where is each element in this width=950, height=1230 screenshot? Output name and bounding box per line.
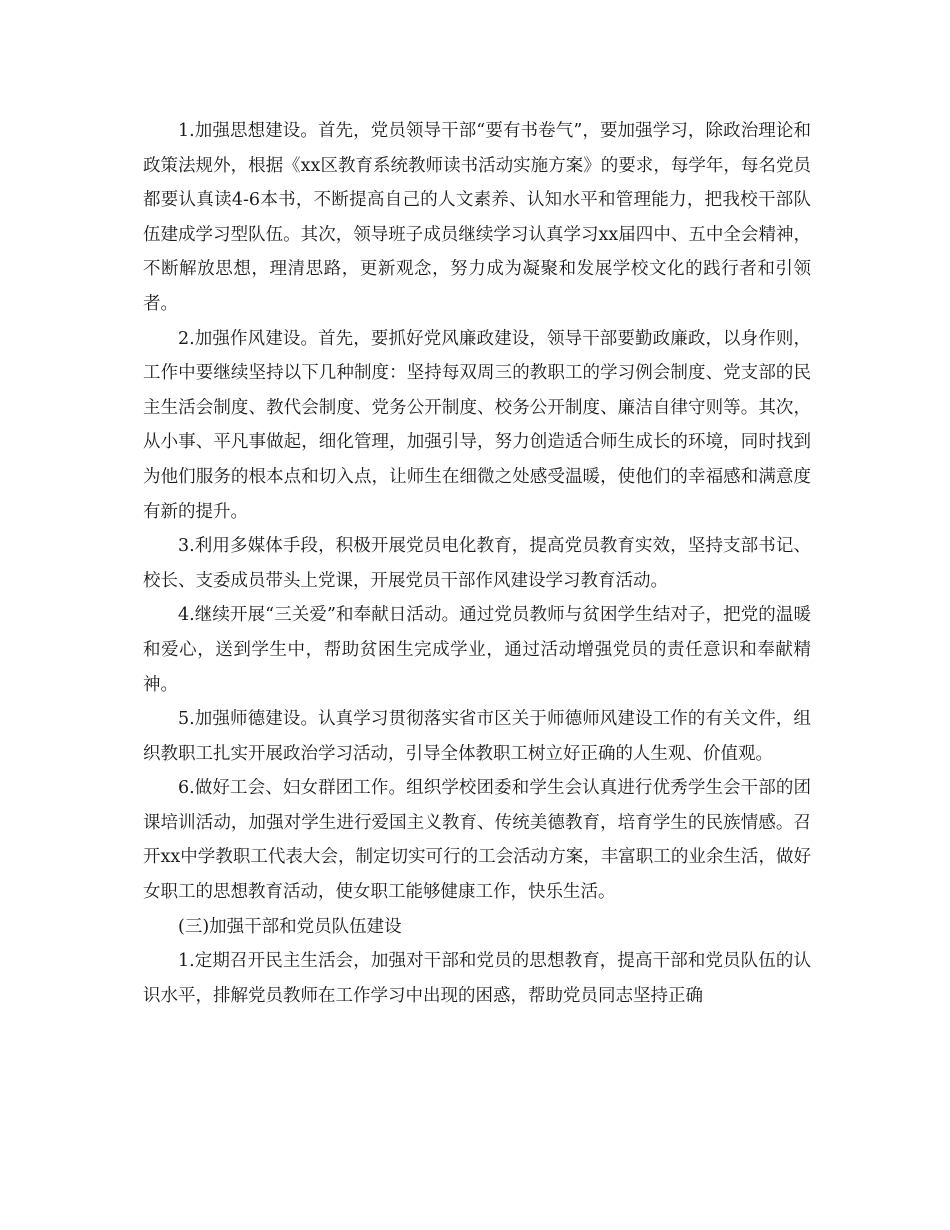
paragraph-three-care-activity: 4.继续开展“三关爱”和奉献日活动。通过党员教师与贫困学生结对子，把党的温暖和爱心，送到学生中，帮助贫困生完成学业，通过活动增强党员的责任意识和奉献精神。: [143, 605, 811, 695]
paragraph-thought-building: 1.加强思想建设。首先，党员领导干部“要有书卷气”，要加强学习，除政治理论和政策法规外，根据《xx区教育系统教师读书活动实施方案》的要求，每学年，每名党员都要认真读4-6本书，不断提高自己的人文素养、认知水平和管理能力，把我校干部队伍建成学习型队伍。其次，领导班子成员继续学习认真学习xx届四中、五中全会精神，不断解放思想，理清思路，更新观念，努力成为凝聚和发展学校文化的践行者和引领者。: [143, 121, 811, 314]
paragraph-union-work: 6.做好工会、妇女群团工作。组织学校团委和学生会认真进行优秀学生会干部的团课培训活动，加强对学生进行爱国主义教育、传统美德教育，培育学生的民族情感。召开xx中学教职工代表大会，制定切实可行的工会活动方案，丰富职工的业余生活，做好女职工的思想教育活动，使女职工能够健康工作，快乐生活。: [143, 778, 811, 903]
document-body: [143, 114, 811, 1013]
paragraph-democratic-life-meeting: 1.定期召开民主生活会，加强对干部和党员的思想教育，提高干部和党员队伍的认识水平，排解党员教师在工作学习中出现的困惑，帮助党员同志坚持正确: [143, 951, 811, 1006]
section-heading: (三)加强干部和党员队伍建设: [178, 916, 402, 937]
paragraph-style-building: 2.加强作风建设。首先，要抓好党风廉政建设，领导干部要勤政廉政，以身作则，工作中要继续坚持以下几种制度：坚持每双周三的教职工的学习例会制度、党支部的民主生活会制度、教代会制度、党务公开制度、校务公开制度、廉洁自律守则等。其次，从小事、平凡事做起，细化管理，加强引导，努力创造适合师生成长的环境，同时找到为他们服务的根本点和切入点，让师生在细微之处感受温暖，使他们的幸福感和满意度有新的提升。: [143, 328, 811, 522]
paragraph-multimedia-education: 3.利用多媒体手段，积极开展党员电化教育，提高党员教育实效，坚持支部书记、校长、支委成员带头上党课，开展党员干部作风建设学习教育活动。: [143, 536, 811, 591]
paragraph-teacher-ethics: 5.加强师德建设。认真学习贯彻落实省市区关于师德师风建设工作的有关文件，组织教职工扎实开展政治学习活动，引导全体教职工树立好正确的人生观、价值观。: [143, 709, 811, 764]
